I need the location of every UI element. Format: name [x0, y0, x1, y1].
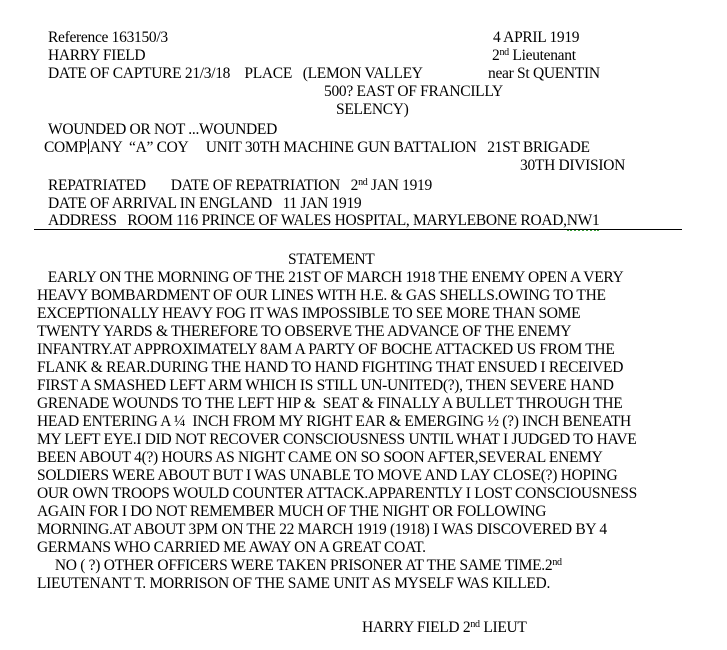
capture-line: DATE OF CAPTURE 21/3/18 PLACE (LEMON VALLEY — [48, 65, 423, 82]
statement-line: HEAVY BOMBARDMENT OF OUR LINES WITH H.E. & GAS SHELLS.OWING TO THE — [37, 287, 606, 304]
statement-line: HEAD ENTERING A ¼ INCH FROM MY RIGHT EAR & EMERGING ½ (?) INCH BENEATH — [37, 413, 631, 430]
document-date: 4 APRIL 1919 — [493, 29, 580, 46]
statement-line: OUR OWN TROOPS WOULD COUNTER ATTACK.APPARENTLY I LOST CONSCIOUSNESS — [37, 485, 637, 502]
statement-line: FIRST A SMASHED LEFT ARM WHICH IS STILL UN-UNITED(?), THEN SEVERE HAND — [37, 377, 614, 394]
place-line-3: SELENCY) — [336, 101, 409, 118]
signature: HARRY FIELD 2nd LIEUT — [362, 619, 527, 636]
reference-number: Reference 163150/3 — [48, 29, 168, 46]
place-line-2: 500? EAST OF FRANCILLY — [324, 83, 503, 100]
officer-rank: 2nd Lieutenant — [492, 47, 576, 64]
statement-line: EXCEPTIONALLY HEAVY FOG IT WAS IMPOSSIBLE TO SEE MORE THAN SOME — [37, 305, 581, 322]
statement-line: AGAIN FOR I DO NOT REMEMBER MUCH OF THE NIGHT OR FOLLOWING — [37, 503, 547, 520]
divider-rule — [34, 229, 682, 230]
capture-near: near St QUENTIN — [488, 65, 600, 82]
spellcheck-squiggle: NW1 — [566, 212, 600, 229]
arrival-line: DATE OF ARRIVAL IN ENGLAND 11 JAN 1919 — [48, 195, 362, 212]
statement-line: GERMANS WHO CARRIED ME AWAY ON A GREAT COAT. — [37, 539, 426, 556]
statement-line: INFANTRY.AT APPROXIMATELY 8AM A PARTY OF BOCHE ATTACKED US FROM THE — [37, 341, 615, 358]
text-cursor — [88, 139, 89, 154]
statement-line: EARLY ON THE MORNING OF THE 21ST OF MARCH 1918 THE ENEMY OPEN A VERY — [37, 269, 624, 286]
statement-line: GRENADE WOUNDS TO THE LEFT HIP & SEAT & FINALLY A BULLET THROUGH THE — [37, 395, 623, 412]
company-unit-line: COMP ANY “A” COY UNIT 30TH MACHINE GUN BATTALION 21ST BRIGADE — [44, 139, 590, 156]
statement-line: FLANK & REAR.DURING THE HAND TO HAND FIGHTING THAT ENSUED I RECEIVED — [37, 359, 624, 376]
statement-title: STATEMENT — [288, 251, 375, 268]
statement-line: MORNING.AT ABOUT 3PM ON THE 22 MARCH 1919 (1918) I WAS DISCOVERED BY 4 — [37, 521, 607, 538]
statement-line: SOLDIERS WERE ABOUT BUT I WAS UNABLE TO MOVE AND LAY CLOSE(?) HOPING — [37, 467, 618, 484]
statement-line: NO ( ?) OTHER OFFICERS WERE TAKEN PRISONER AT THE SAME TIME.2nd — [37, 557, 562, 574]
statement-line: BEEN ABOUT 4(?) HOURS AS NIGHT CAME ON SO SOON AFTER,SEVERAL ENEMY — [37, 449, 603, 466]
repatriation-line: REPATRIATED DATE OF REPATRIATION 2nd JAN 1919 — [48, 177, 432, 194]
address-line: ADDRESS ROOM 116 PRINCE OF WALES HOSPITAL, MARYLEBONE ROAD,NW1 — [48, 212, 600, 229]
division-line: 30TH DIVISION — [520, 157, 626, 174]
statement-line: TWENTY YARDS & THEREFORE TO OBSERVE THE ADVANCE OF THE ENEMY — [37, 323, 572, 340]
wounded-line: WOUNDED OR NOT ...WOUNDED — [48, 121, 277, 138]
officer-name: HARRY FIELD — [48, 47, 146, 64]
statement-body — [37, 269, 717, 593]
statement-line: LIEUTENANT T. MORRISON OF THE SAME UNIT AS MYSELF WAS KILLED. — [37, 575, 551, 592]
statement-line: MY LEFT EYE.I DID NOT RECOVER CONSCIOUSNESS UNTIL WHAT I JUDGED TO HAVE — [37, 431, 637, 448]
